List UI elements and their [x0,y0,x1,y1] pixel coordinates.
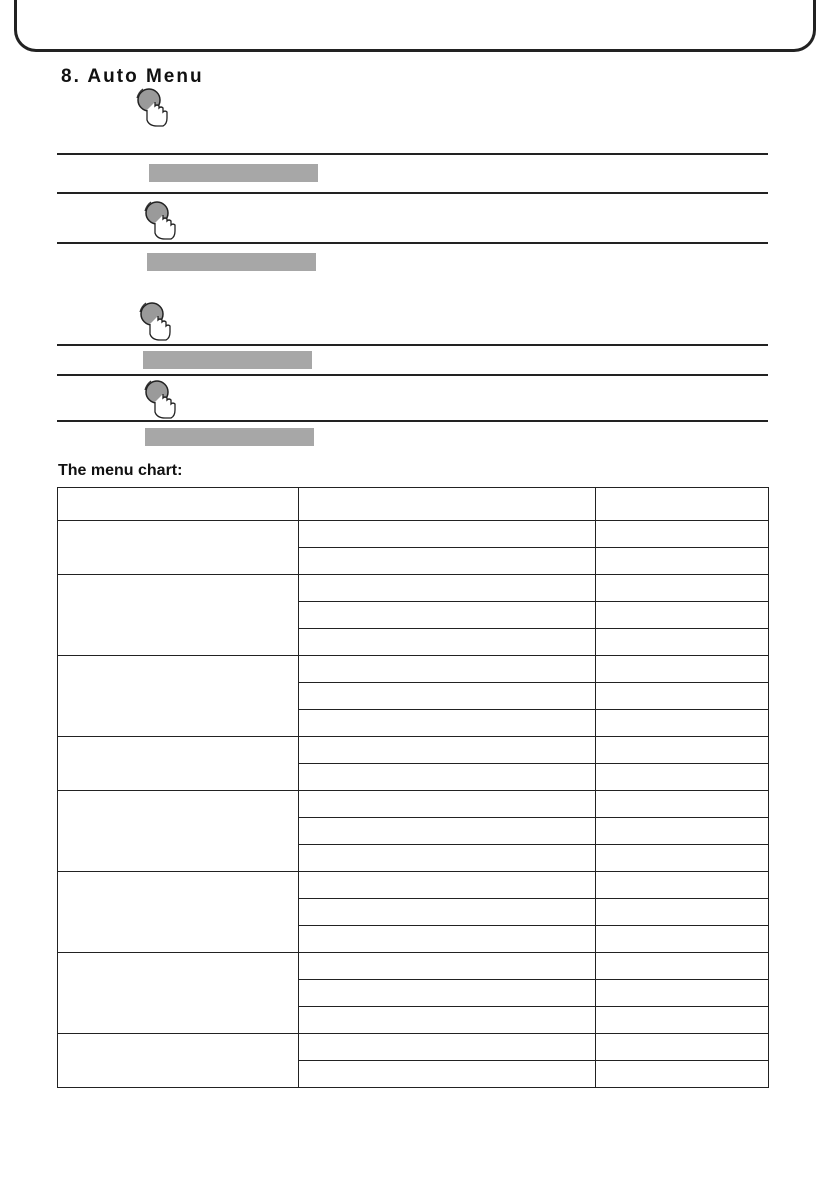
table-row [58,791,769,818]
table-row [58,575,769,602]
menu-value-cell [596,1034,769,1061]
menu-value-cell [596,548,769,575]
divider-rule [57,153,768,155]
table-row [58,521,769,548]
menu-item-cell [299,521,596,548]
menu-value-cell [596,521,769,548]
knob-turn-icon [141,197,181,241]
menu-value-cell [596,818,769,845]
knob-turn-icon [136,298,176,342]
table-body [58,521,769,1088]
table-row [58,1034,769,1061]
menu-group-cell [58,953,299,1034]
menu-value-cell [596,791,769,818]
knob-turn-icon [141,376,181,420]
table-header-cell [596,488,769,521]
divider-rule [57,344,768,346]
menu-item-cell [299,602,596,629]
menu-group-cell [58,872,299,953]
menu-value-cell [596,683,769,710]
menu-item-cell [299,872,596,899]
menu-value-cell [596,845,769,872]
menu-value-cell [596,1007,769,1034]
menu-item-cell [299,683,596,710]
menu-item-cell [299,1007,596,1034]
menu-chart-title: The menu chart: [58,462,183,479]
menu-value-cell [596,737,769,764]
menu-item-cell [299,710,596,737]
table-header-row [58,488,769,521]
menu-item-cell [299,548,596,575]
menu-value-cell [596,872,769,899]
table-header-cell [58,488,299,521]
menu-value-cell [596,575,769,602]
display-highlight-bar [149,164,318,182]
menu-item-cell [299,656,596,683]
menu-value-cell [596,980,769,1007]
table-header-cell [299,488,596,521]
menu-value-cell [596,656,769,683]
menu-item-cell [299,791,596,818]
knob-turn-icon [133,84,173,128]
display-highlight-bar [147,253,316,271]
menu-item-cell [299,1061,596,1088]
menu-item-cell [299,629,596,656]
divider-rule [57,420,768,422]
section-heading: 8. Auto Menu [61,66,204,87]
display-highlight-bar [145,428,314,446]
menu-value-cell [596,926,769,953]
divider-rule [57,242,768,244]
menu-group-cell [58,521,299,575]
menu-value-cell [596,953,769,980]
menu-group-cell [58,1034,299,1088]
menu-value-cell [596,629,769,656]
menu-item-cell [299,575,596,602]
table-row [58,737,769,764]
menu-value-cell [596,899,769,926]
display-highlight-bar [143,351,312,369]
menu-group-cell [58,575,299,656]
table-row [58,656,769,683]
menu-item-cell [299,1034,596,1061]
menu-item-cell [299,953,596,980]
divider-rule [57,192,768,194]
menu-value-cell [596,602,769,629]
menu-item-cell [299,845,596,872]
menu-group-cell [58,791,299,872]
menu-value-cell [596,710,769,737]
menu-item-cell [299,926,596,953]
menu-item-cell [299,818,596,845]
menu-item-cell [299,737,596,764]
menu-item-cell [299,899,596,926]
page-corner-frame [14,0,816,52]
menu-value-cell [596,1061,769,1088]
menu-chart-table [57,487,769,1088]
menu-group-cell [58,656,299,737]
table-row [58,953,769,980]
menu-value-cell [596,764,769,791]
menu-item-cell [299,764,596,791]
menu-group-cell [58,737,299,791]
table-row [58,872,769,899]
menu-item-cell [299,980,596,1007]
